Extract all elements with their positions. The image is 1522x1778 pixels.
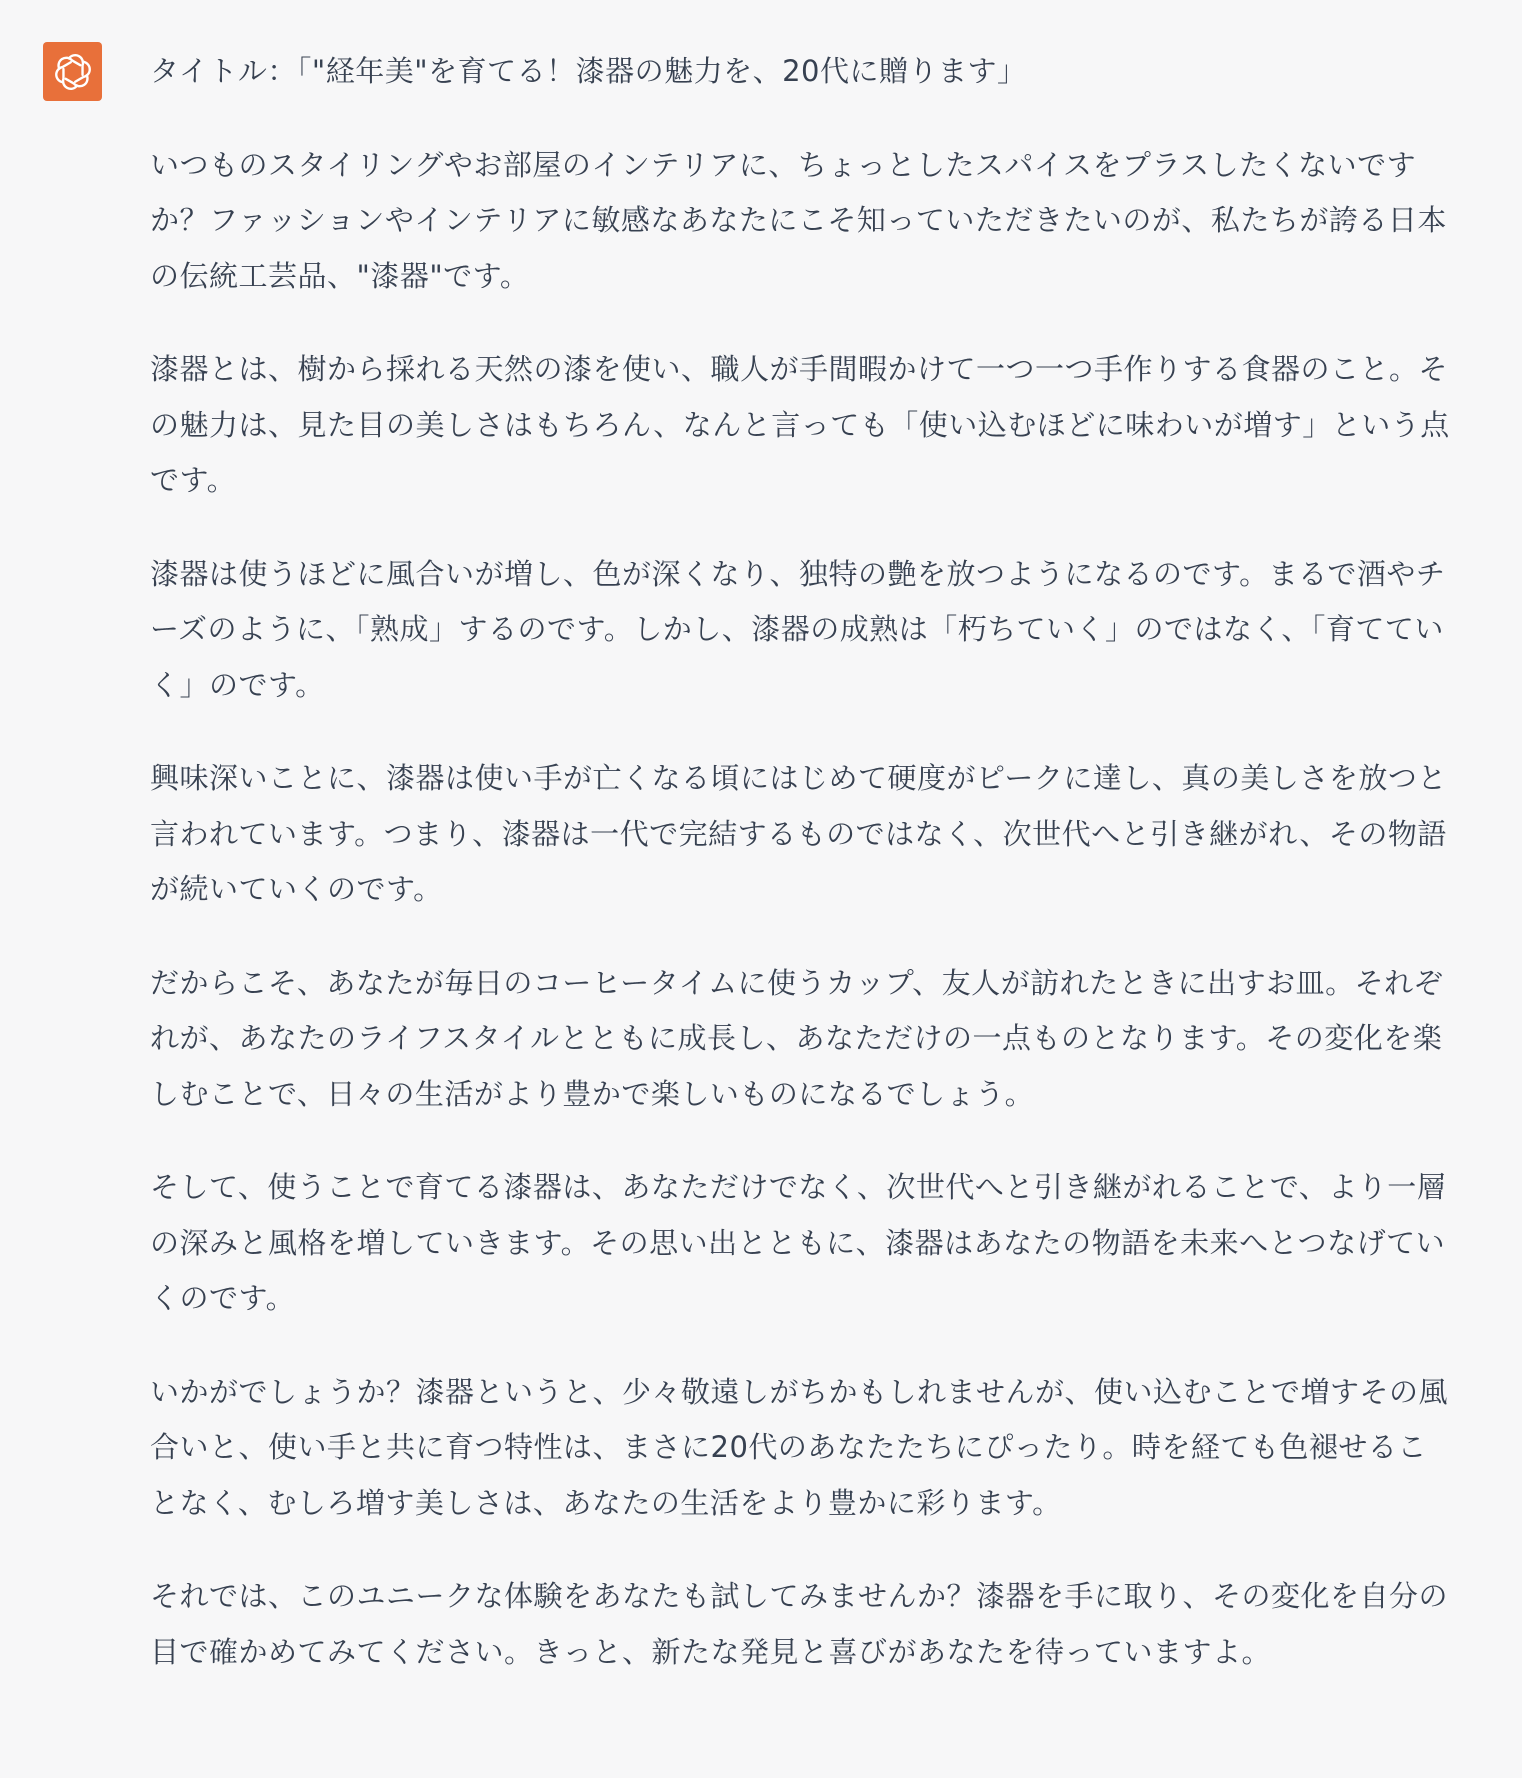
paragraph-3: 漆器は使うほどに風合いが増し、色が深くなり、独特の艶を放つようになるのです。まるで酒やチーズのように、「熟成」するのです。しかし、漆器の成熟は「朽ちていく」のではなく、「育てていく」のです。: [150, 556, 1446, 702]
paragraph-1: いつものスタイリングやお部屋のインテリアに、ちょっとしたスパイスをプラスしたくないですか？ファッションやインテリアに敏感なあなたにこそ知っていただきたいのが、私たちが誇る日本の伝統工芸品、"漆器"です。: [150, 147, 1447, 293]
openai-logo-icon: [51, 50, 95, 94]
message-content: [150, 44, 1450, 1718]
paragraph-8: それでは、このユニークな体験をあなたも試してみませんか？漆器を手に取り、その変化を自分の目で確かめてみてください。きっと、新たな発見と喜びがあなたを待っていますよ。: [150, 1579, 1449, 1669]
assistant-avatar: [43, 42, 102, 101]
response-title: タイトル：「"経年美"を育てる！漆器の魅力を、20代に贈ります」: [150, 54, 1027, 88]
paragraph-7: いかがでしょうか？漆器というと、少々敬遠しがちかもしれませんが、使い込むことで増すその風合いと、使い手と共に育つ特性は、まさに20代のあなたたちにぴったり。時を経ても色褪せることなく、むしろ増す美しさは、あなたの生活をより豊かに彩ります。: [150, 1374, 1449, 1520]
paragraph-6: そして、使うことで育てる漆器は、あなただけでなく、次世代へと引き継がれることで、より一層の深みと風格を増していきます。その思い出とともに、漆器はあなたの物語を未来へとつなげていくのです。: [150, 1170, 1447, 1315]
paragraph-5: だからこそ、あなたが毎日のコーヒータイムに使うカップ、友人が訪れたときに出すお皿。それぞれが、あなたのライフスタイルとともに成長し、あなただけの一点ものとなります。その変化を楽しむことで、日々の生活がより豊かで楽しいものになるでしょう。: [150, 965, 1444, 1111]
paragraph-4: 興味深いことに、漆器は使い手が亡くなる頃にはじめて硬度がピークに達し、真の美しさを放つと言われています。つまり、漆器は一代で完結するものではなく、次世代へと引き継がれ、その物語が続いていくのです。: [150, 761, 1447, 906]
paragraph-2: 漆器とは、樹から採れる天然の漆を使い、職人が手間暇かけて一つ一つ手作りする食器のこと。その魅力は、見た目の美しさはもちろん、なんと言っても「使い込むほどに味わいが増す」という点です。: [150, 352, 1450, 497]
